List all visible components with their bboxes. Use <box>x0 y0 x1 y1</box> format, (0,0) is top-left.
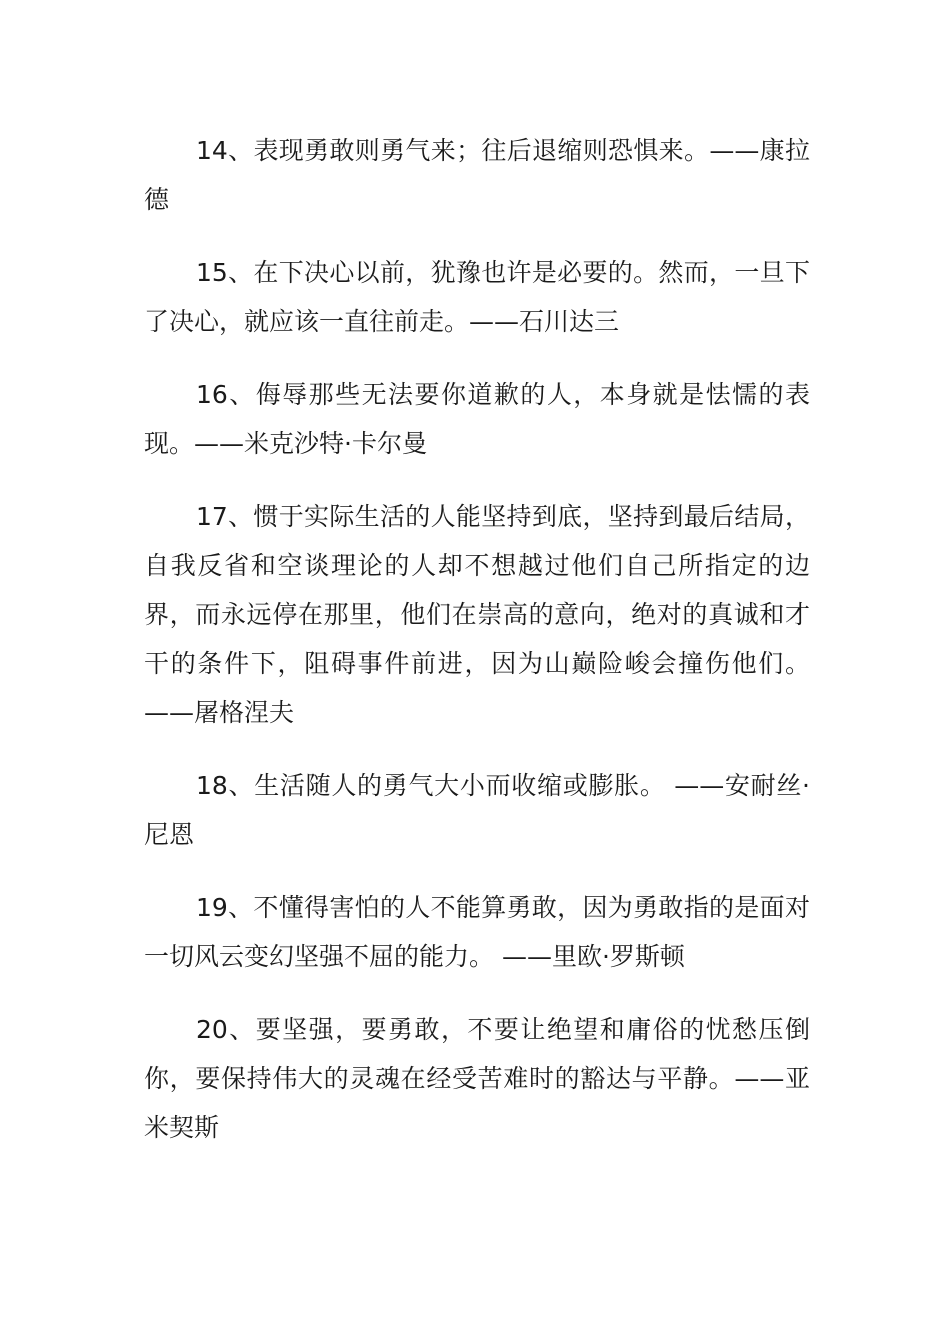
quote-paragraph-16: 16、侮辱那些无法要你道歉的人，本身就是怯懦的表现。——米克沙特·卡尔曼 <box>144 380 810 458</box>
quote-paragraph-14: 14、表现勇敢则勇气来；往后退缩则恐惧来。——康拉德 <box>144 136 810 214</box>
quote-paragraph-19: 19、不懂得害怕的人不能算勇敢，因为勇敢指的是面对一切风云变幻坚强不屈的能力。 ——里欧·罗斯顿 <box>144 893 810 971</box>
quote-paragraph-17: 17、惯于实际生活的人能坚持到底，坚持到最后结局，自我反省和空谈理论的人却不想越过他们自己所指定的边界，而永远停在那里，他们在崇高的意向，绝对的真诚和才干的条件下，阻碍事件前进，因为山巅险峻会撞伤他们。——屠格涅夫 <box>144 502 810 727</box>
quote-paragraph-18: 18、生活随人的勇气大小而收缩或膨胀。 ——安耐丝·尼恩 <box>144 771 810 849</box>
quote-paragraph-15: 15、在下决心以前，犹豫也许是必要的。然而，一旦下了决心，就应该一直往前走。——石川达三 <box>144 258 810 336</box>
quote-list <box>144 126 810 1176</box>
quote-paragraph-20: 20、要坚强，要勇敢，不要让绝望和庸俗的忧愁压倒你，要保持伟大的灵魂在经受苦难时的豁达与平静。——亚米契斯 <box>144 1015 810 1142</box>
